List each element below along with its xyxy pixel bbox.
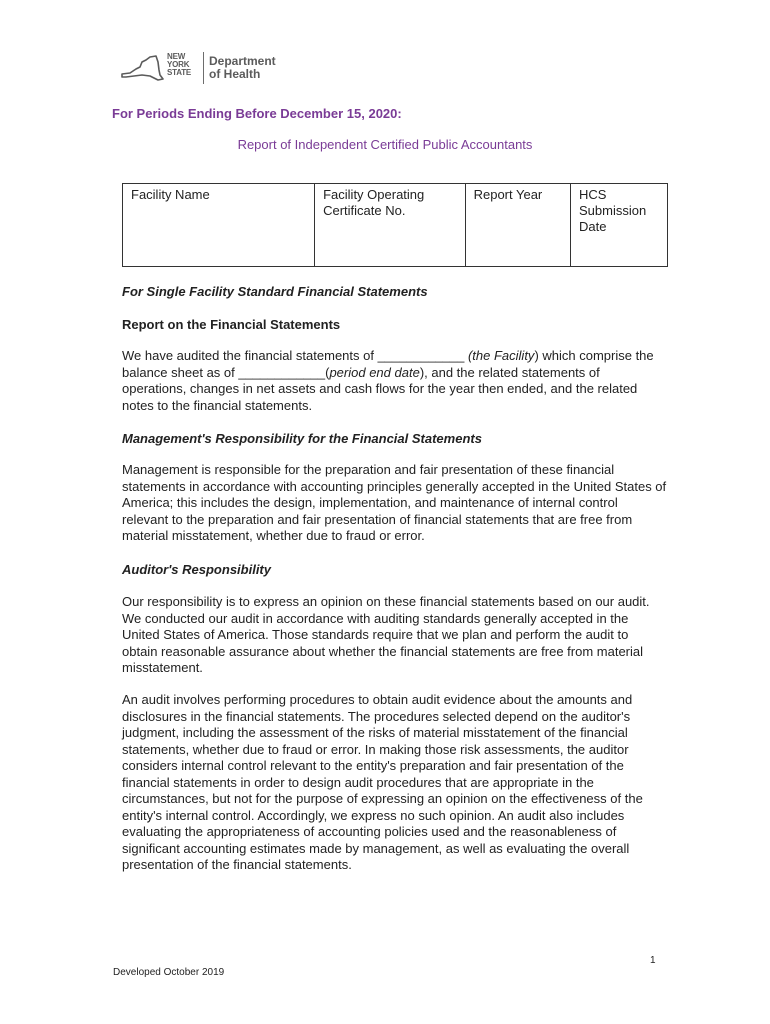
auditor-paragraph-1: Our responsibility is to express an opinion on these financial statements based on our audit. We conducted our audit in accordance with auditing standards generally accepted in the United States of America. Those standards require that we plan and perform the audit to obtain reasonable assurance about whether the financial statements are free from material misstatement. xyxy=(122,594,650,675)
text-run-italic: (the Facility xyxy=(467,348,535,363)
logo-dept-line: Department xyxy=(209,54,276,68)
periods-heading: For Periods Ending Before December 15, 2020: xyxy=(112,106,402,121)
text-run: ) which comprise the balance sheet as of ____________( xyxy=(122,348,654,380)
report-year-cell[interactable] xyxy=(465,184,570,267)
cell-label: Facility Name xyxy=(131,187,210,202)
logo-dept-line: of Health xyxy=(209,67,261,81)
auditor-paragraph-2: An audit involves performing procedures to obtain audit evidence about the amounts and disclosures in the financial statements. The procedures selected depend on the auditor's judgment, including the assessment of the risks of material misstatement of the financial statements, whether due to fraud or error. In making those risk assessments, the auditor considers internal control relevant to the entity's preparation and fair presentation of the financial statements in order to design audit procedures that are appropriate in the circumstances, but not for the purpose of expressing an opinion on the effectiveness of the entity's internal control. Accordingly, we express no such opinion. An audit also includes evaluating the appropriateness of accounting policies used and the reasonableness of significant accounting estimates made by management, as well as evaluating the overall presentation of the financial statements. xyxy=(122,692,643,872)
page-number: 1 xyxy=(650,955,656,966)
report-title: Report of Independent Certified Public Accountants xyxy=(237,137,533,152)
text-run: We have audited the financial statements of ____________ xyxy=(122,348,468,363)
cell-label: Facility Operating Certificate No. xyxy=(323,187,425,218)
audit-paragraph xyxy=(122,348,667,414)
logo-state-line: NEW xyxy=(167,52,186,61)
operating-certificate-cell[interactable] xyxy=(315,184,465,267)
management-heading: Management's Responsibility for the Financial Statements xyxy=(122,431,482,446)
management-paragraph: Management is responsible for the preparation and fair presentation of these financial statements in accordance with accounting principles generally accepted in the United States of America; this includes the design, implementation, and maintenance of internal control relevant to the preparation and fair presentation of financial statements that are free from material misstatement, whether due to fraud or error. xyxy=(122,462,667,543)
logo-state-line: STATE xyxy=(167,68,192,77)
text-run-italic: period end date xyxy=(329,364,420,380)
text-run: ), and the related statements of operations, changes in net assets and cash flows for the year then ended, and the related notes to the financial statements. xyxy=(122,364,638,413)
single-facility-heading: For Single Facility Standard Financial Statements xyxy=(122,284,428,299)
auditor-heading: Auditor's Responsibility xyxy=(122,562,271,577)
facility-info-table xyxy=(122,183,668,267)
hcs-submission-date-cell[interactable] xyxy=(571,184,668,267)
facility-name-cell[interactable] xyxy=(123,184,315,267)
nys-doh-logo xyxy=(120,50,276,88)
logo-department-text xyxy=(209,55,289,81)
footer-developed: Developed October 2019 xyxy=(113,967,225,978)
logo-state-line: YORK xyxy=(167,60,190,69)
cell-label: Report Year xyxy=(473,187,543,202)
logo-divider xyxy=(203,52,204,84)
new-york-state-map-icon xyxy=(120,54,166,84)
cell-label: HCS Submission Date xyxy=(579,187,647,234)
report-on-heading: Report on the Financial Statements xyxy=(122,317,341,332)
logo-state-text xyxy=(167,53,207,77)
